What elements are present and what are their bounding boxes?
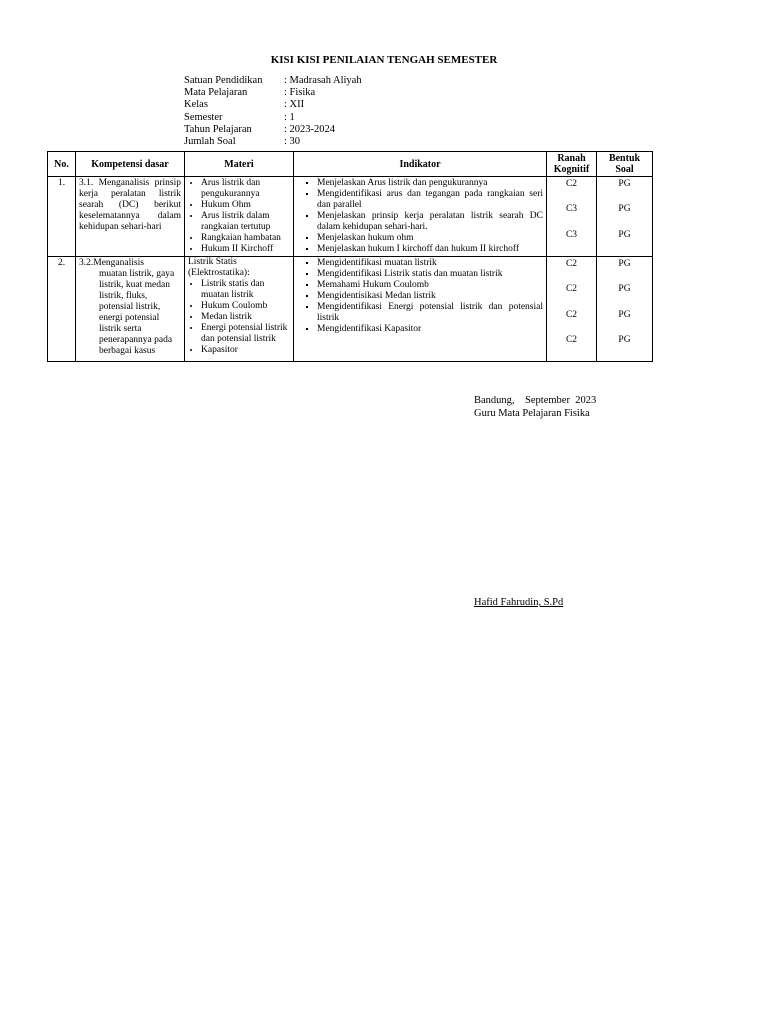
header-bentuk — [597, 152, 653, 177]
cell-no: 2. — [48, 257, 76, 362]
list-item: • Medan listrik — [201, 312, 290, 323]
meta-row-tahun — [184, 124, 362, 136]
kisi-table — [47, 151, 653, 362]
meta-value: : 2023-2024 — [284, 123, 336, 135]
list-item: • Hukum Ohm — [201, 200, 290, 211]
bentuk-value: PG — [618, 335, 631, 346]
meta-value: : 1 — [284, 111, 295, 123]
header-ranah-line2: Kognitif — [553, 164, 590, 175]
header-kompetensi: Kompetensi dasar — [76, 152, 185, 177]
cell-ranah — [547, 177, 597, 257]
ranah-value: C2 — [565, 179, 578, 189]
list-item: ▪ Memahami Hukum Coulomb — [317, 280, 543, 291]
cell-bentuk — [597, 177, 653, 257]
list-item: ▪ Menjelaskan Arus listrik dan pengukurannya — [317, 178, 543, 189]
list-item: ▪ Mengidentifikasi arus dan tegangan pada rangkaian seri dan parallel — [317, 189, 543, 211]
meta-label: Satuan Pendidikan — [184, 75, 263, 86]
list-item: • Energi potensial listrik dan potensial listrik — [201, 323, 290, 345]
bentuk-value: PG — [618, 259, 631, 269]
cell-materi — [185, 177, 294, 257]
cell-indikator — [294, 257, 547, 362]
signature-name: Hafid Fahrudin, S.Pd — [474, 597, 564, 608]
kompetensi-lead: 3.2.Menganalisis — [79, 258, 144, 268]
ranah-value: C2 — [565, 309, 578, 320]
table-header-row — [48, 152, 653, 177]
document-meta — [184, 75, 362, 148]
meta-row-jumlah — [184, 136, 362, 148]
header-no: No. — [48, 152, 76, 177]
list-item: • Listrik statis dan muatan listrik — [201, 279, 290, 301]
ranah-value: C3 — [565, 229, 578, 240]
ranah-value: C3 — [565, 204, 578, 215]
ranah-value: C2 — [565, 335, 578, 346]
header-indikator: Indikator — [294, 152, 547, 177]
cell-ranah — [547, 257, 597, 362]
signature-block — [474, 394, 596, 420]
header-ranah-line1: Ranah — [557, 153, 586, 164]
meta-value: : Madrasah Aliyah — [284, 75, 362, 86]
meta-label: Jumlah Soal — [184, 136, 236, 148]
meta-row-mapel — [184, 87, 362, 99]
table-row — [48, 257, 653, 362]
header-ranah — [547, 152, 597, 177]
list-item: ▪ Menjelaskan prinsip kerja peralatan listrik searah DC dalam kehidupan sehari-hari. — [317, 211, 543, 233]
list-item: • Rangkaian hambatan — [201, 233, 290, 244]
cell-bentuk — [597, 257, 653, 362]
list-item: • Hukum II Kirchoff — [201, 244, 290, 255]
meta-label: Kelas — [184, 99, 208, 111]
bentuk-value: PG — [618, 179, 631, 189]
meta-label: Tahun Pelajaran — [184, 123, 252, 135]
meta-row-kelas — [184, 99, 362, 111]
meta-row-semester — [184, 112, 362, 124]
meta-value: : 30 — [284, 136, 301, 148]
header-materi: Materi — [185, 152, 294, 177]
bentuk-value: PG — [618, 204, 631, 215]
kompetensi-rest: muatan listrik, gaya listrik, kuat medan listrik, fluks, potensial listrik, energi potensial listrik serta penerapannya pada berbagai kasus — [99, 269, 175, 356]
cell-kompetensi — [76, 257, 185, 362]
list-item: • Kapasitor — [201, 345, 290, 356]
cell-materi — [185, 257, 294, 362]
signature-role: Guru Mata Pelajaran Fisika — [474, 408, 590, 419]
meta-value: : XII — [284, 99, 305, 111]
list-item: • Hukum Coulomb — [201, 301, 290, 312]
signature-place-date: Bandung, September 2023 — [474, 395, 597, 406]
list-item: ▪ Menjelaskan hukum I kirchoff dan hukum II kirchoff — [317, 244, 543, 255]
list-item: • Arus listrik dalam rangkaian tertutup — [201, 211, 290, 233]
meta-value: : Fisika — [284, 87, 316, 99]
list-item: ▪ Mengidentifikasi Energi potensial listrik dan potensial listrik — [317, 302, 543, 324]
meta-label: Mata Pelajaran — [184, 87, 248, 99]
materi-intro: Listrik Statis (Elektrostatika): — [188, 257, 250, 278]
cell-indikator — [294, 177, 547, 257]
list-item: ▪ Menjelaskan hukum ohm — [317, 233, 543, 244]
meta-label: Semester — [184, 111, 223, 123]
header-bentuk-line1: Bentuk — [608, 153, 641, 164]
list-item: • Arus listrik dan pengukurannya — [201, 178, 290, 200]
list-item: ▪ Mengidentifikasi Kapasitor — [317, 324, 543, 335]
table-row — [48, 177, 653, 257]
list-item: ▪ Mengidentisikasi Medan listrik — [317, 291, 543, 302]
bentuk-value: PG — [618, 284, 631, 295]
document-title: KISI KISI PENILAIAN TENGAH SEMESTER — [270, 54, 498, 66]
header-bentuk-line2: Soal — [615, 164, 634, 175]
ranah-value: C2 — [565, 259, 578, 269]
bentuk-value: PG — [618, 229, 631, 240]
ranah-value: C2 — [565, 284, 578, 295]
cell-no: 1. — [48, 177, 76, 257]
cell-kompetensi: 3.1. Menganalisis prinsip kerja peralatan listrik searah (DC) berikut keselematannya dalam kehidupan sehari-hari — [76, 177, 185, 257]
bentuk-value: PG — [618, 309, 631, 320]
list-item: ▪ Mengidentifikasi muatan listrik — [317, 258, 543, 269]
meta-row-satuan — [184, 75, 362, 87]
list-item: ▪ Mengidentifikasi Listrik statis dan muatan listrik — [317, 269, 543, 280]
